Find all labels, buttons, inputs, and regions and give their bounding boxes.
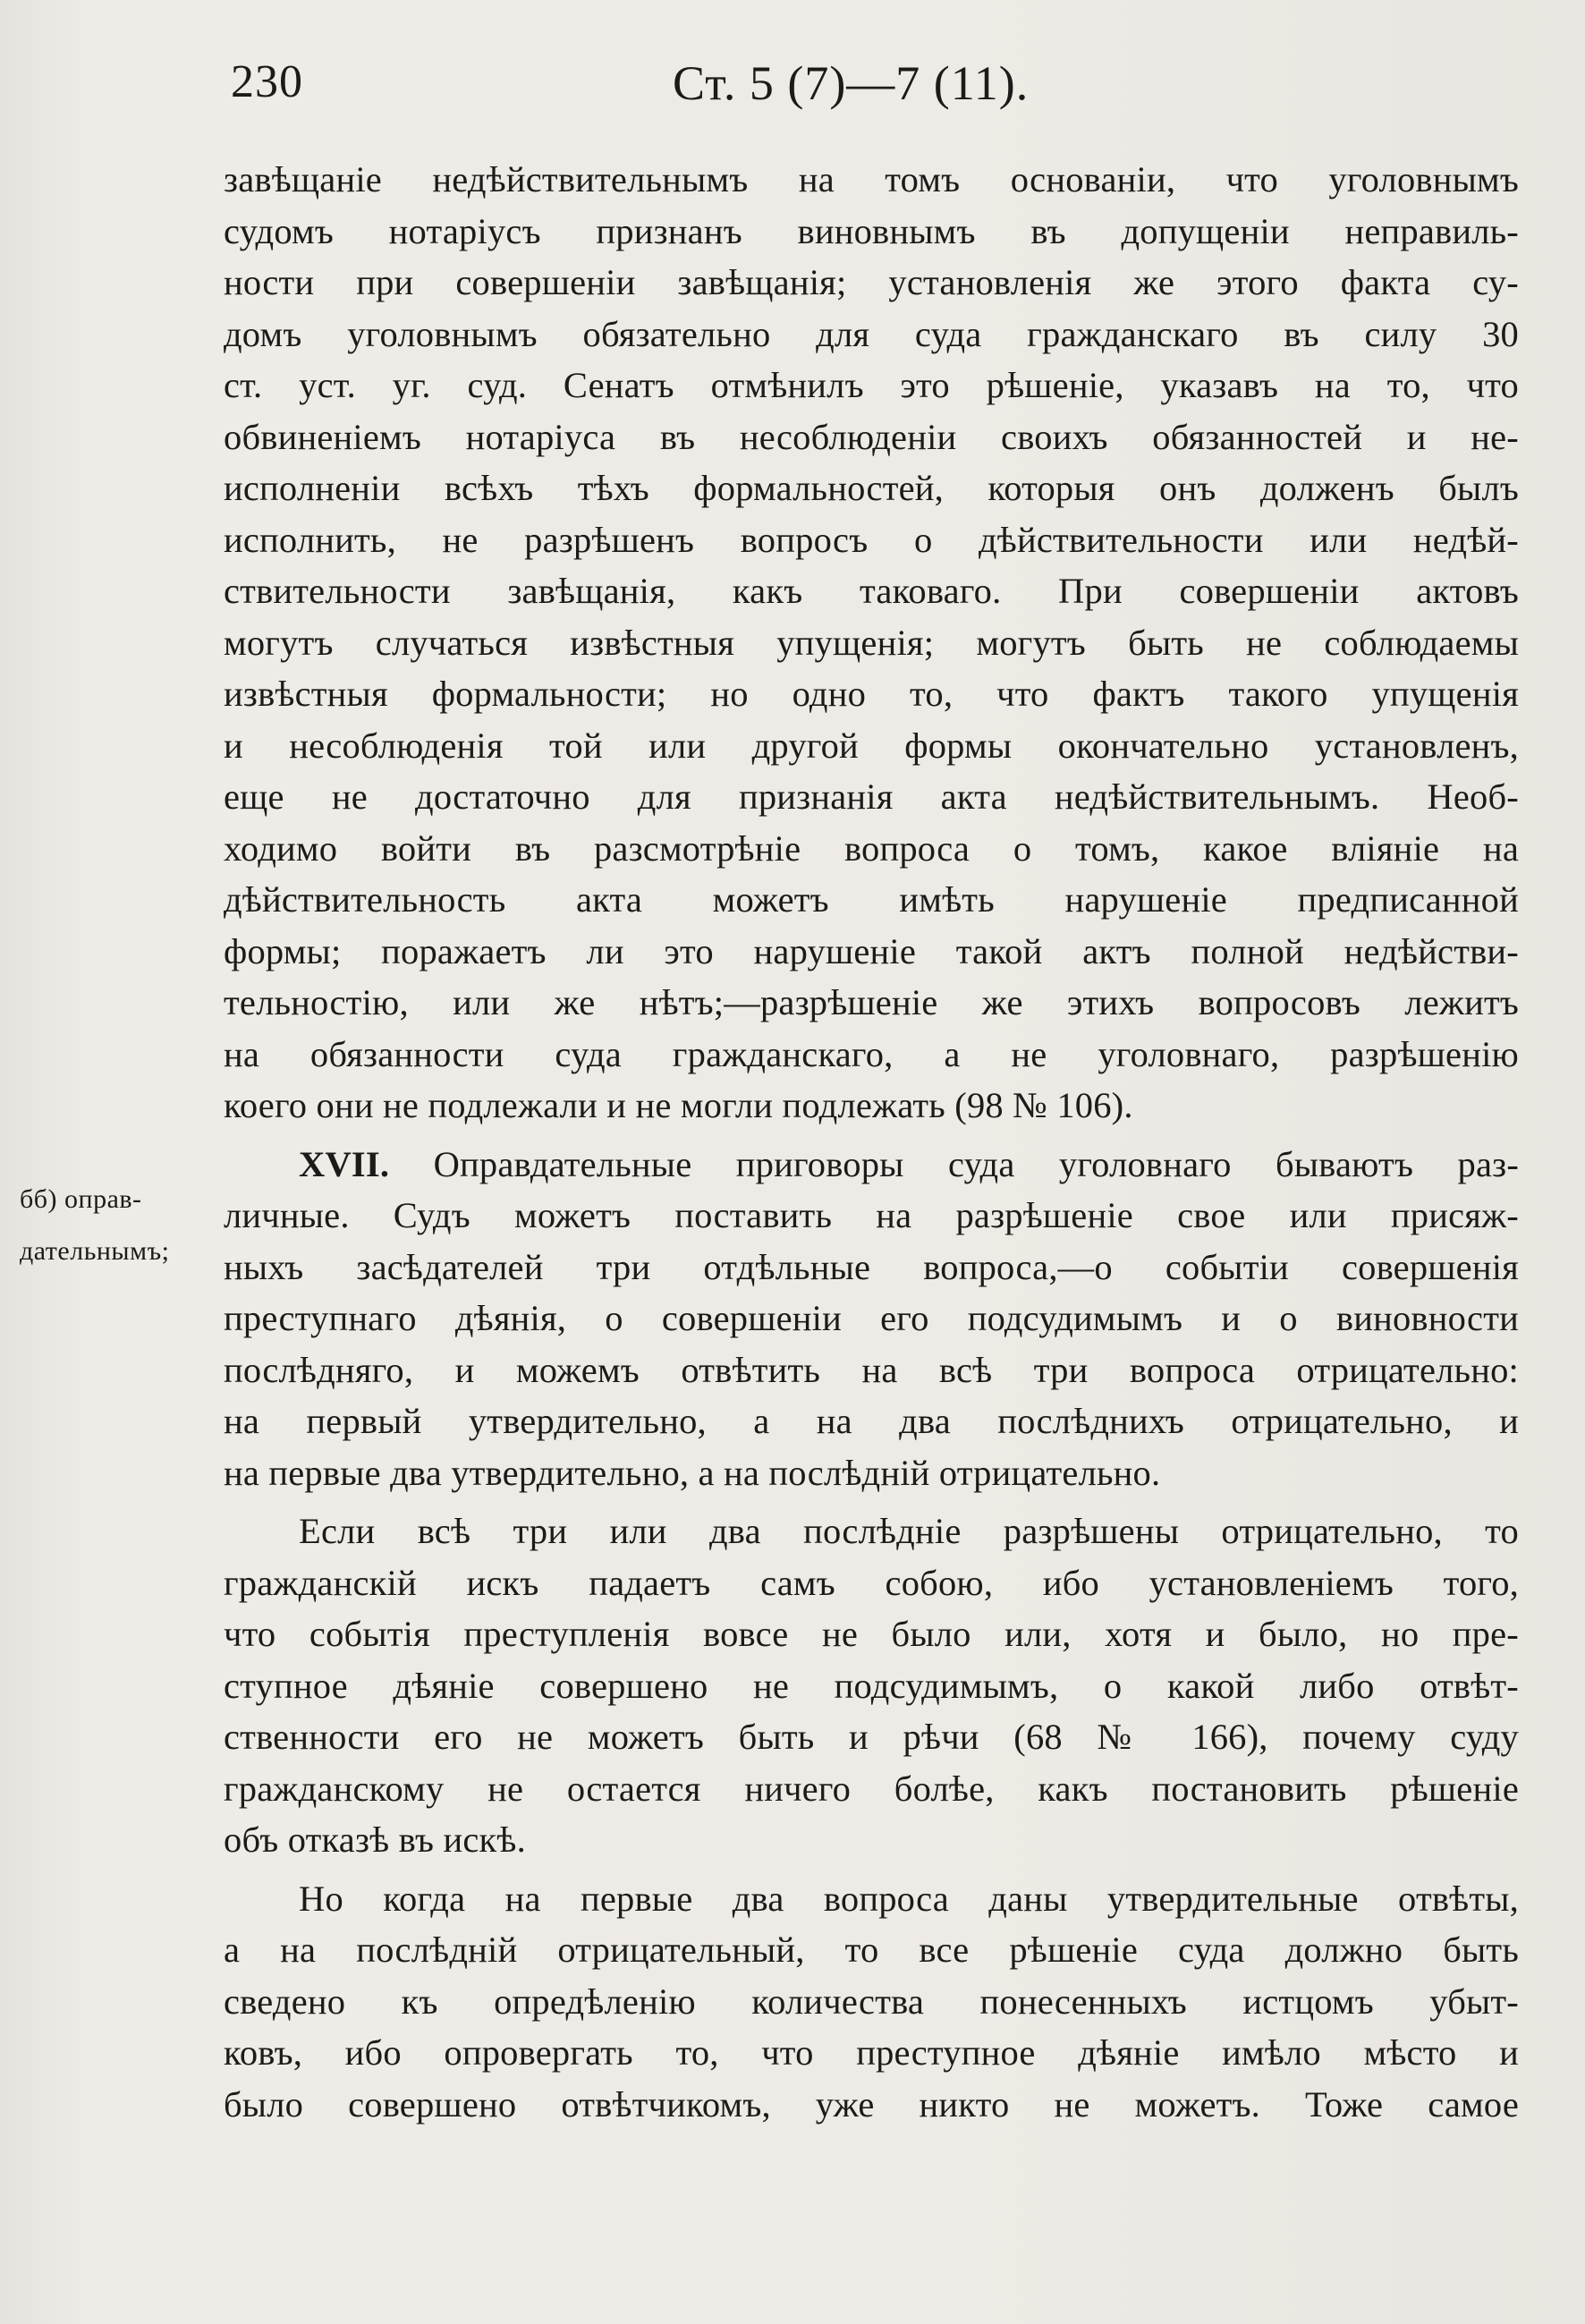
text-line: Если всѣ три или два послѣдніе разрѣшены отрицательно, то bbox=[299, 1511, 1519, 1551]
page-number: 230 bbox=[231, 56, 303, 107]
text-line: завѣщаніе недѣйствительнымъ на томъ основаніи, что уголовнымъ bbox=[224, 159, 1519, 199]
margin-note-line: дательнымъ; bbox=[20, 1235, 170, 1266]
text-span: Оправдательные приговоры суда уголовнаго бываютъ раз- bbox=[433, 1143, 1520, 1184]
section-number: XVII. bbox=[299, 1143, 390, 1184]
spacer bbox=[224, 1498, 1519, 1506]
text-line: личные. Судъ можетъ поставить на разрѣшеніе свое или присяж- bbox=[224, 1195, 1519, 1235]
text-line: Но когда на первые два вопроса даны утвердительные отвѣты, bbox=[299, 1878, 1519, 1919]
text-line: ствительности завѣщанія, какъ таковаго. При совершеніи актовъ bbox=[224, 571, 1519, 611]
text-line: преступнаго дѣянія, о совершеніи его подсудимымъ и о виновности bbox=[224, 1298, 1519, 1338]
text-line: а на послѣдній отрицательный, то все рѣшеніе суда должно быть bbox=[224, 1930, 1519, 1970]
spacer bbox=[224, 1132, 1519, 1139]
text-line: ныхъ засѣдателей три отдѣльные вопроса,—о событіи совершенія bbox=[224, 1246, 1519, 1287]
text-line: ступное дѣяніе совершено не подсудимымъ, о какой либо отвѣт- bbox=[224, 1665, 1519, 1706]
text-line: ходимо войти въ разсмотрѣніе вопроса о томъ, какое вліяніе на bbox=[224, 827, 1519, 869]
page-header bbox=[0, 47, 1585, 118]
paragraph-3 bbox=[224, 1506, 1519, 1866]
text-line: объ отказѣ въ искѣ. bbox=[224, 1819, 526, 1860]
text-line: еще не достаточно для признанія акта недѣйствительнымъ. Необ- bbox=[224, 776, 1519, 817]
text-line: исполненіи всѣхъ тѣхъ формальностей, которыя онъ долженъ былъ bbox=[224, 468, 1519, 508]
text-line: гражданскій искъ падаетъ самъ собою, ибо установленіемъ того, bbox=[224, 1562, 1519, 1603]
text-line: формы; поражаетъ ли это нарушеніе такой актъ полной недѣйстви- bbox=[224, 930, 1519, 971]
text-line bbox=[224, 1139, 1519, 1191]
text-line: было совершено отвѣтчикомъ, уже никто не можетъ. Тоже самое bbox=[224, 2083, 1519, 2125]
paragraph-1 bbox=[224, 154, 1519, 1132]
text-line: и несоблюденія той или другой формы окончательно установленъ, bbox=[224, 725, 1519, 766]
paragraph-2 bbox=[224, 1139, 1519, 1499]
text-line: ковъ, ибо опровергать то, что преступное дѣяніе имѣло мѣсто и bbox=[224, 2032, 1519, 2073]
text-line: ст. уст. уг. суд. Сенатъ отмѣнилъ это рѣшеніе, указавъ на то, что bbox=[224, 365, 1519, 405]
text-line: могутъ случаться извѣстныя упущенія; могутъ быть не соблюдаемы bbox=[224, 622, 1519, 663]
spacer bbox=[224, 1866, 1519, 1873]
text-line: судомъ нотаріусъ признанъ виновнымъ въ допущеніи неправиль- bbox=[224, 210, 1519, 251]
text-line: послѣдняго, и можемъ отвѣтить на всѣ три вопроса отрицательно: bbox=[224, 1349, 1519, 1390]
margin-note bbox=[20, 1174, 216, 1277]
text-line: ственности его не можетъ быть и рѣчи (68 № 166), почему суду bbox=[224, 1717, 1519, 1757]
margin-note-line: бб) оправ- bbox=[20, 1184, 142, 1214]
paragraph-4 bbox=[224, 1873, 1519, 2131]
text-line: сведено къ опредѣленію количества понесенныхъ истцомъ убыт- bbox=[224, 1980, 1519, 2022]
body-text bbox=[224, 154, 1519, 2130]
text-line: домъ уголовнымъ обязательно для суда гражданскаго въ силу 30 bbox=[224, 313, 1519, 354]
text-line: на обязанности суда гражданскаго, а не уголовнаго, разрѣшенію bbox=[224, 1033, 1519, 1074]
running-head: Ст. 5 (7)—7 (11). bbox=[673, 56, 1030, 110]
text-line: коего они не подлежали и не могли подлежать (98 № 106). bbox=[224, 1085, 1133, 1125]
text-line: исполнить, не разрѣшенъ вопросъ о дѣйствительности или недѣй- bbox=[224, 519, 1519, 560]
text-line: на первые два утвердительно, а на послѣдній отрицательно. bbox=[224, 1452, 1161, 1493]
text-line: гражданскому не остается ничего болѣе, какъ постановить рѣшеніе bbox=[224, 1768, 1519, 1809]
text-line: ности при совершеніи завѣщанія; установленія же этого факта су- bbox=[224, 262, 1519, 302]
text-line: извѣстныя формальности; но одно то, что фактъ такого упущенія bbox=[224, 674, 1519, 714]
text-line: тельностію, или же нѣтъ;—разрѣшеніе же этихъ вопросовъ лежитъ bbox=[224, 982, 1519, 1022]
text-line: дѣйствительность акта можетъ имѣть нарушеніе предписанной bbox=[224, 879, 1519, 920]
text-line: на первый утвердительно, а на два послѣднихъ отрицательно, и bbox=[224, 1401, 1519, 1441]
text-line: обвиненіемъ нотаріуса въ несоблюденіи своихъ обязанностей и не- bbox=[224, 416, 1519, 457]
text-line: что событія преступленія вовсе не было или, хотя и было, но пре- bbox=[224, 1614, 1519, 1654]
